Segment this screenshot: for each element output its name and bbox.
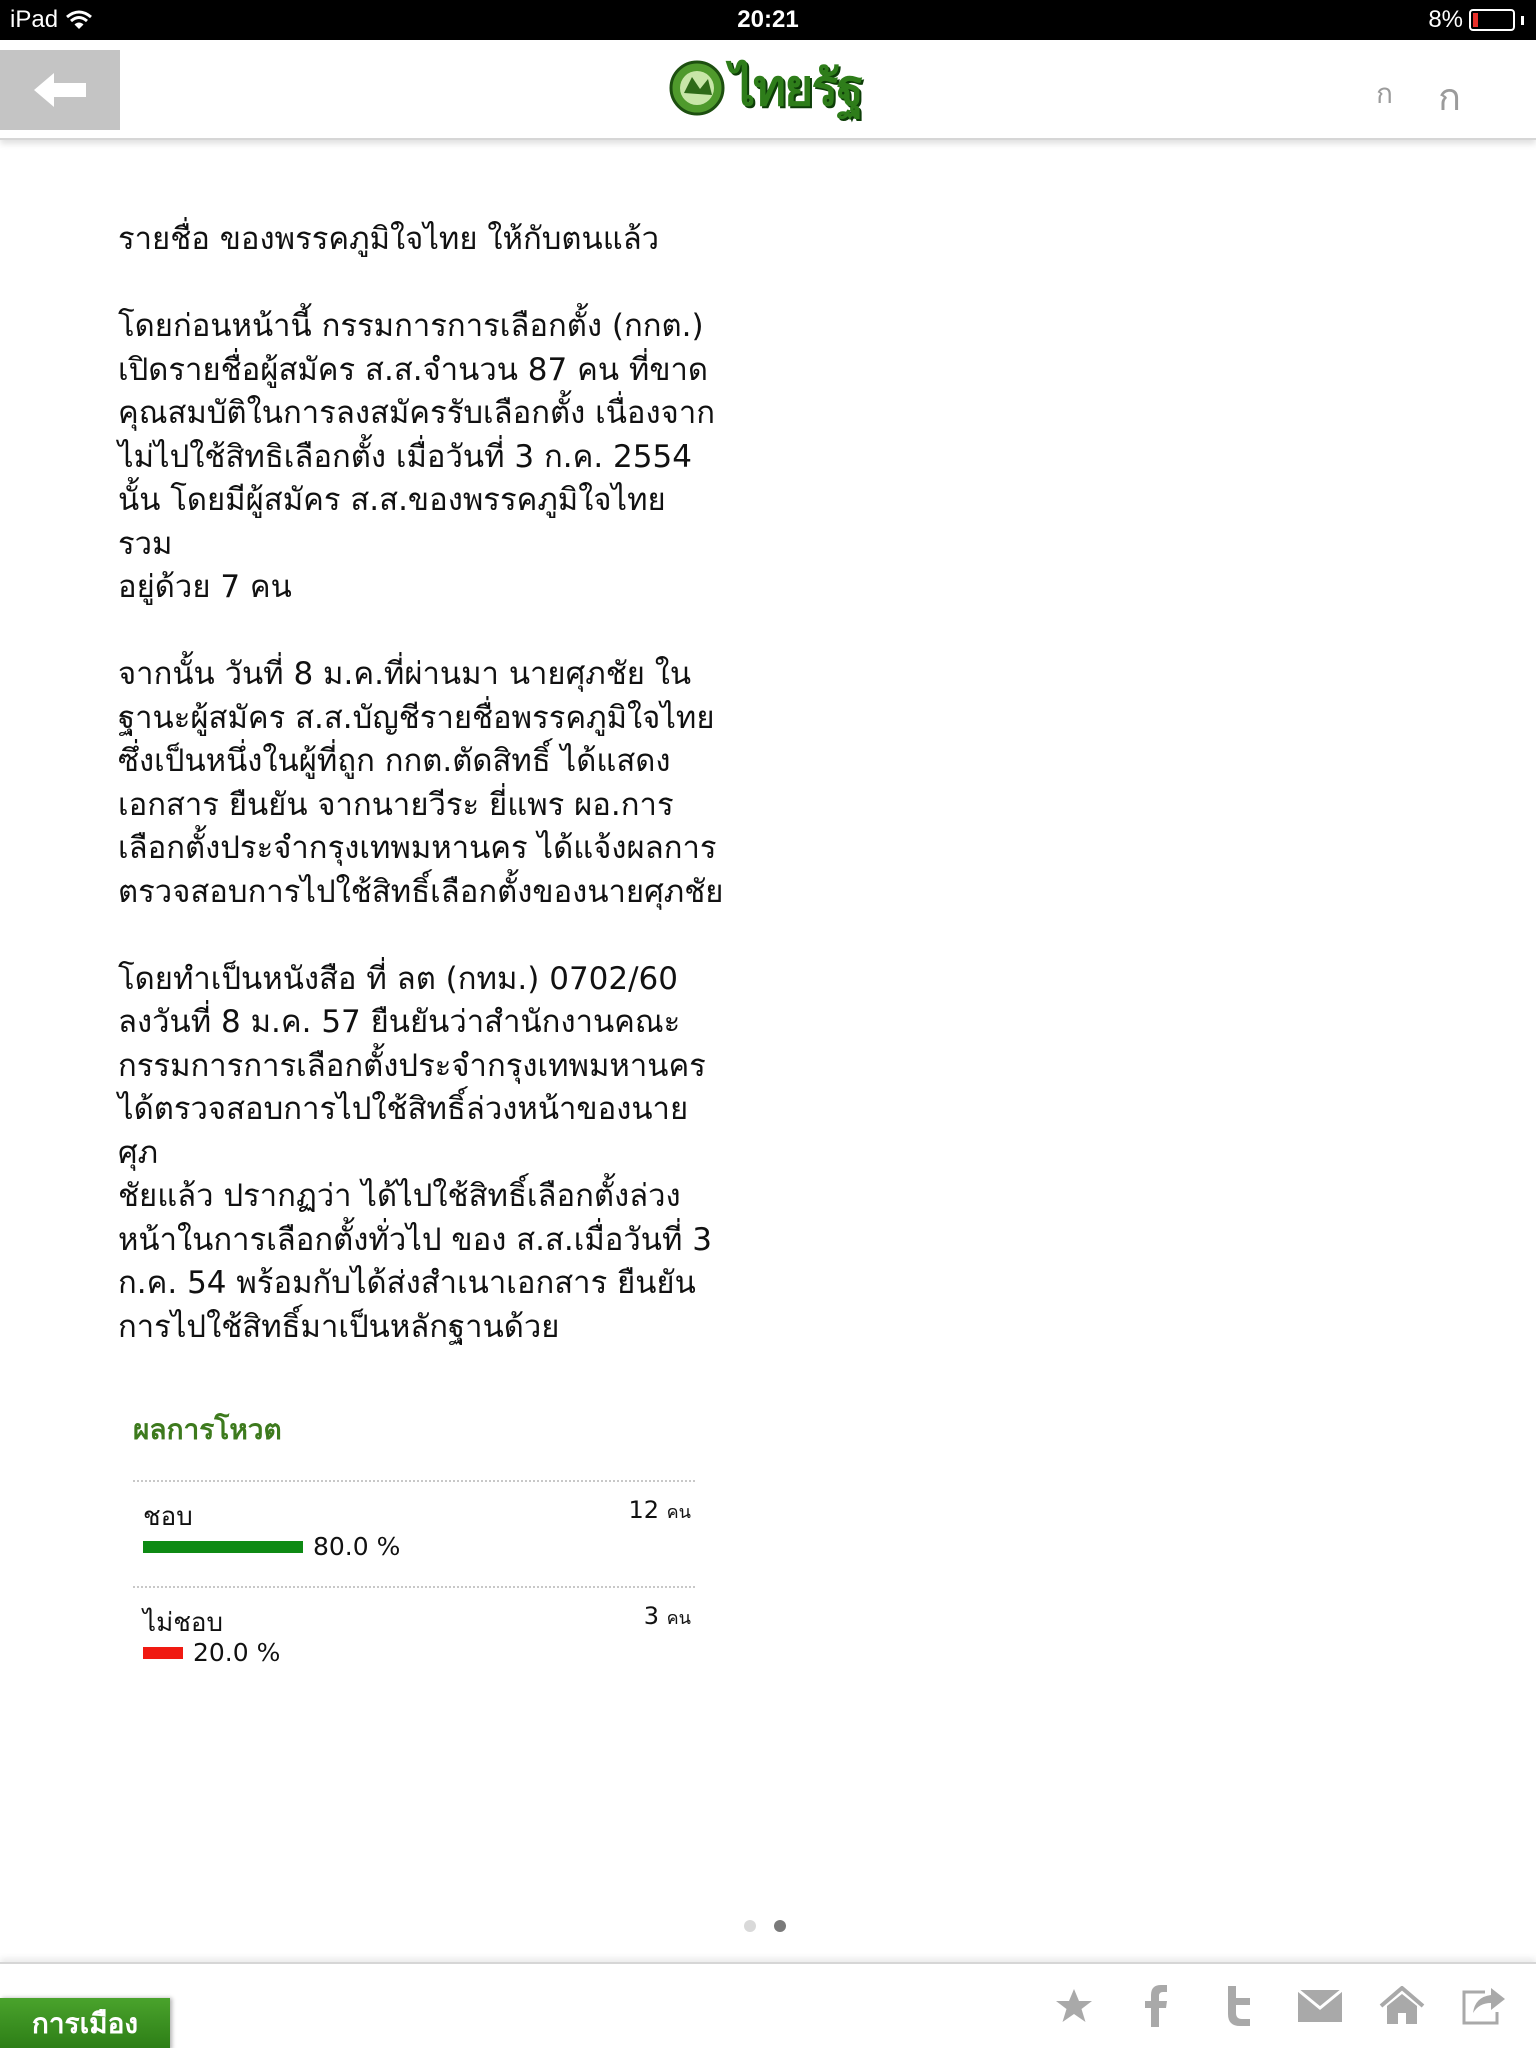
page-dot[interactable] [744, 1920, 756, 1932]
vote-option-like [133, 1480, 695, 1586]
article-paragraph: จากนั้น วันที่ 8 ม.ค.ที่ผ่านมา นายศุภชัย ใน ฐานะผู้สมัคร ส.ส.บัญชีรายชื่อพรรคภูมิใจไทย ซึ่งเป็นหนึ่งในผู้ที่ถูก กกต.ตัดสิทธิ์ ได้แสดง เอกสาร ยืนยัน จากนายวีระ ยี่แพร ผอ.การ เลือกตั้งประจำกรุงเทพมหานคร ได้แจ้งผลการ ตรวจสอบการไปใช้สิทธิ์เลือกตั้งของนายศุภชัย [118, 656, 724, 910]
clock: 20:21 [737, 6, 799, 33]
back-arrow-icon [32, 70, 88, 110]
font-size-small-button[interactable]: ก [1376, 77, 1393, 110]
logo-text: ไทยรัฐ [730, 57, 862, 117]
twitter-button[interactable] [1214, 1982, 1262, 2030]
vote-count [628, 1496, 691, 1526]
vote-count-unit: คน [666, 1608, 691, 1629]
mail-icon [1297, 1989, 1343, 2023]
vote-results [133, 1408, 695, 1692]
home-button[interactable] [1378, 1982, 1426, 2030]
back-button[interactable] [0, 50, 120, 130]
vote-count [644, 1602, 691, 1632]
article-paragraph: โดยก่อนหน้านี้ กรรมการการเลือกตั้ง (กกต.) เปิดรายชื่อผู้สมัคร ส.ส.จำนวน 87 คน ที่ขาด คุณสมบัติในการลงสมัครรับเลือกตั้ง เนื่องจาก ไม่ไปใช้สิทธิเลือกตั้ง เมื่อวันที่ 3 ก.ค. 2554 นั้น โดยมีผู้สมัคร ส.ส.ของพรรคภูมิใจไทย รวม อยู่ด้วย 7 คน [118, 308, 716, 605]
vote-bar-dislike [143, 1647, 183, 1659]
vote-label: ไม่ชอบ [143, 1608, 223, 1638]
battery [1428, 6, 1524, 34]
star-icon [1054, 1986, 1094, 2026]
mail-button[interactable] [1296, 1982, 1344, 2030]
facebook-icon [1136, 1984, 1176, 2028]
article-paragraph: โดยทำเป็นหนังสือ ที่ ลต (กทม.) 0702/60 ลงวันที่ 8 ม.ค. 57 ยืนยันว่าสำนักงานคณะ กรรมการการเลือกตั้งประจำกรุงเทพมหานคร ได้ตรวจสอบการไปใช้สิทธิ์ล่วงหน้าของนายศุภ ชัยแล้ว ปรากฏว่า ได้ไปใช้สิทธิ์เลือกตั้งล่วง หน้าในการเลือกตั้งทั่วไป ของ ส.ส.เมื่อวันที่ 3 ก.ค. 54 พร้อมกับได้ส่งสำเนาเอกสาร ยืนยัน การไปใช้สิทธิ์มาเป็นหลักฐานด้วย [118, 960, 713, 1345]
logo-emblem-icon [668, 59, 726, 117]
share-toolbar [1050, 1982, 1508, 2030]
page-dot[interactable] [774, 1920, 786, 1932]
app-header [0, 40, 1536, 140]
battery-percent: 8% [1428, 6, 1463, 33]
favorite-button[interactable] [1050, 1982, 1098, 2030]
vote-bar-like [143, 1541, 303, 1553]
vote-percent: 80.0 % [313, 1532, 401, 1561]
vote-percent: 20.0 % [193, 1638, 281, 1667]
status-bar [0, 0, 1536, 40]
home-icon [1379, 1986, 1425, 2026]
section-tab-politics[interactable]: การเมือง [0, 1998, 170, 2048]
carrier-label: iPad [10, 6, 59, 33]
vote-option-dislike [133, 1586, 695, 1692]
share-icon [1461, 1986, 1507, 2026]
twitter-icon [1218, 1984, 1258, 2028]
vote-label: ชอบ [143, 1502, 193, 1532]
article-paragraph: รายชื่อ ของพรรคภูมิใจไทย ให้กับตนแล้ว [118, 221, 660, 257]
facebook-button[interactable] [1132, 1982, 1180, 2030]
vote-count-unit: คน [666, 1502, 691, 1523]
share-button[interactable] [1460, 1982, 1508, 2030]
bottom-toolbar [0, 1962, 1536, 2048]
vote-title: ผลการโหวต [133, 1413, 282, 1446]
page-indicator[interactable] [744, 1920, 786, 1932]
article-body [118, 218, 728, 1393]
battery-icon [1469, 9, 1515, 31]
vote-count-value: 12 [628, 1496, 659, 1524]
thairath-logo [668, 52, 878, 124]
font-size-large-button[interactable]: ก [1438, 75, 1462, 119]
vote-count-value: 3 [643, 1602, 659, 1630]
